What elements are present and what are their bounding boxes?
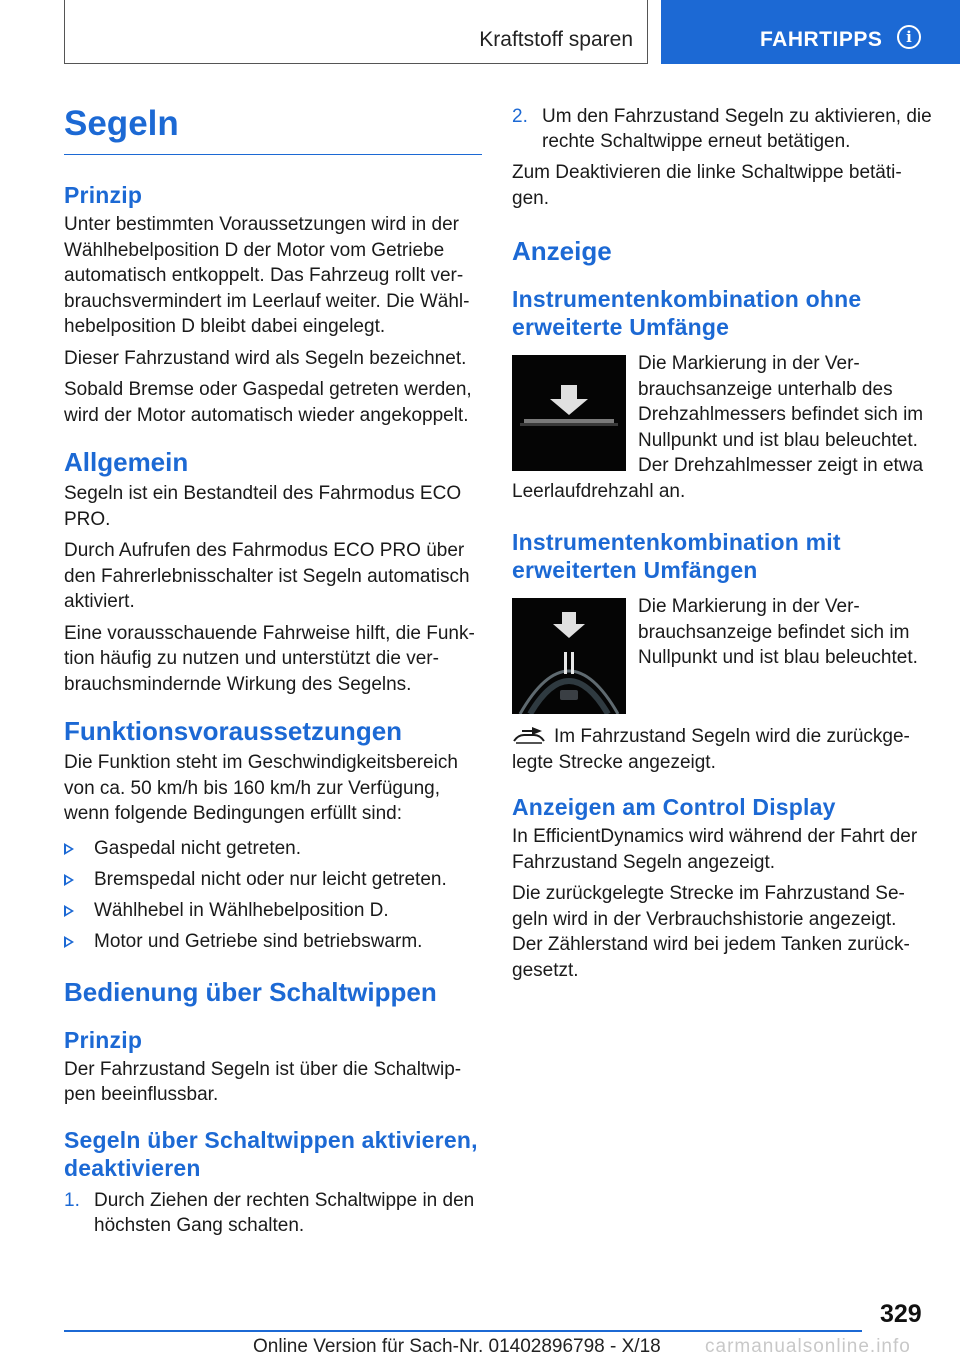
paragraph: Unter bestimmten Voraussetzungen wird in der Wählhebelposition D der Motor vom Getriebe automatisch entkoppelt. Das Fahrzeug rollt ver-brauchsvermindert im Leerlauf weiter. Die Wähl-hebelposition D bleibt dabei eingelegt.	[64, 214, 470, 337]
paragraph: Der Fahrzustand Segeln ist über die Schaltwip-pen beeinflussbar.	[64, 1058, 462, 1105]
paragraph: Die zurückgelegte Strecke im Fahrzustand Se-geln wird in der Verbrauchshistorie angezeigt. Der Zählerstand wird bei jedem Tanken zurück-gesetzt.	[512, 883, 910, 981]
triangle-bullet-icon	[64, 936, 74, 948]
paragraph: Durch Aufrufen des Fahrmodus ECO PRO über den Fahrerlebnisschalter ist Segeln automatisch aktiviert.	[64, 540, 470, 612]
heading-anzeige: Anzeige	[512, 236, 612, 266]
step-list	[64, 1188, 482, 1238]
list-item: Gaspedal nicht getreten.	[64, 836, 482, 861]
heading-aktivieren: Segeln über Schaltwippen aktivieren, deaktivieren	[64, 1126, 478, 1181]
list-item: 1. Durch Ziehen der rechten Schaltwippe in den höchsten Gang schalten.	[64, 1189, 475, 1236]
paragraph: Zum Deaktivieren die linke Schaltwippe betäti-gen.	[512, 162, 902, 209]
header-section-box	[64, 0, 648, 64]
page-title: Segeln	[64, 104, 482, 155]
paragraph: Sobald Bremse oder Gaspedal getreten werden, wird der Motor automatisch wieder angekoppelt.	[64, 379, 472, 426]
instrument-cluster-image	[512, 598, 626, 714]
left-column	[64, 96, 482, 1238]
info-icon[interactable]: i	[897, 25, 921, 49]
footer-text: Online Version für Sach-Nr. 01402896798 - X/18	[253, 1336, 661, 1357]
heading-control-display: Anzeigen am Control Display	[512, 794, 836, 820]
page-number: 329	[880, 1300, 922, 1328]
heading-ohne-umfaenge: Instrumentenkombination ohne erweiterte Umfänge	[512, 286, 862, 340]
footer-divider	[64, 1330, 862, 1332]
list-item: Motor und Getriebe sind betriebswarm.	[64, 929, 482, 954]
condition-list	[64, 836, 482, 954]
paragraph: Segeln ist ein Bestandteil des Fahrmodus ECO PRO.	[64, 483, 462, 530]
figure-mit	[512, 594, 932, 714]
paragraph: Die Markierung in der Ver-brauchsanzeige unterhalb des Drehzahlmessers befindet sich im Nullpunkt und ist blau beleuchtet. Der Drehzahlmesser zeigt in etwa Leerlaufdrehzahl an.	[512, 353, 924, 502]
triangle-bullet-icon	[64, 874, 74, 886]
paragraph-trip: Im Fahrzustand Segeln wird die zurückge-legte Strecke angezeigt.	[512, 726, 910, 773]
instrument-display-image	[512, 355, 626, 471]
chapter-tab[interactable]	[661, 0, 960, 64]
paragraph: Die Funktion steht im Geschwindigkeitsbereich von ca. 50 km/h bis 160 km/h zur Verfügung, wenn folgende Bedingungen erfüllt sind:	[64, 752, 458, 824]
section-title: Kraftstoff sparen	[479, 28, 633, 51]
heading-mit-umfaengen: Instrumentenkombination mit erweiterten Umfängen	[512, 529, 841, 583]
step-list-continued	[512, 104, 932, 154]
figure-ohne	[512, 351, 932, 504]
right-column	[512, 96, 932, 983]
heading-prinzip-2: Prinzip	[64, 1026, 143, 1053]
heading-prinzip: Prinzip	[64, 182, 143, 208]
list-item: Bremspedal nicht oder nur leicht getreten.	[64, 867, 482, 892]
paragraph: Dieser Fahrzustand wird als Segeln bezeichnet.	[64, 347, 467, 369]
heading-bedienung: Bedienung über Schaltwippen	[64, 976, 437, 1007]
triangle-bullet-icon	[64, 843, 74, 855]
coasting-distance-icon	[512, 725, 546, 745]
heading-allgemein: Allgemein	[64, 447, 189, 477]
triangle-bullet-icon	[64, 905, 74, 917]
watermark: carmanualsonline.info	[705, 1336, 911, 1357]
paragraph: Eine vorausschauende Fahrweise hilft, die Funk-tion häufig zu nutzen und unterstützt die ver-brauchsmindernde Wirkung des Segelns.	[64, 622, 475, 695]
paragraph: In EfficientDynamics wird während der Fahrt der Fahrzustand Segeln angezeigt.	[512, 826, 918, 873]
gauge-down-arrow-icon	[512, 598, 626, 714]
heading-funktionsvoraussetzungen: Funktionsvoraussetzungen	[64, 716, 403, 746]
down-arrow-icon	[512, 355, 626, 471]
list-item: Wählhebel in Wählhebelposition D.	[64, 898, 482, 923]
list-item: 2. Um den Fahrzustand Segeln zu aktivieren, die rechte Schaltwippe erneut betätigen.	[512, 106, 932, 152]
chapter-tab-label: FAHRTIPPS	[760, 28, 883, 51]
paragraph: Die Markierung in der Ver-brauchsanzeige befindet sich im Nullpunkt und ist blau beleuchtet.	[638, 596, 918, 668]
